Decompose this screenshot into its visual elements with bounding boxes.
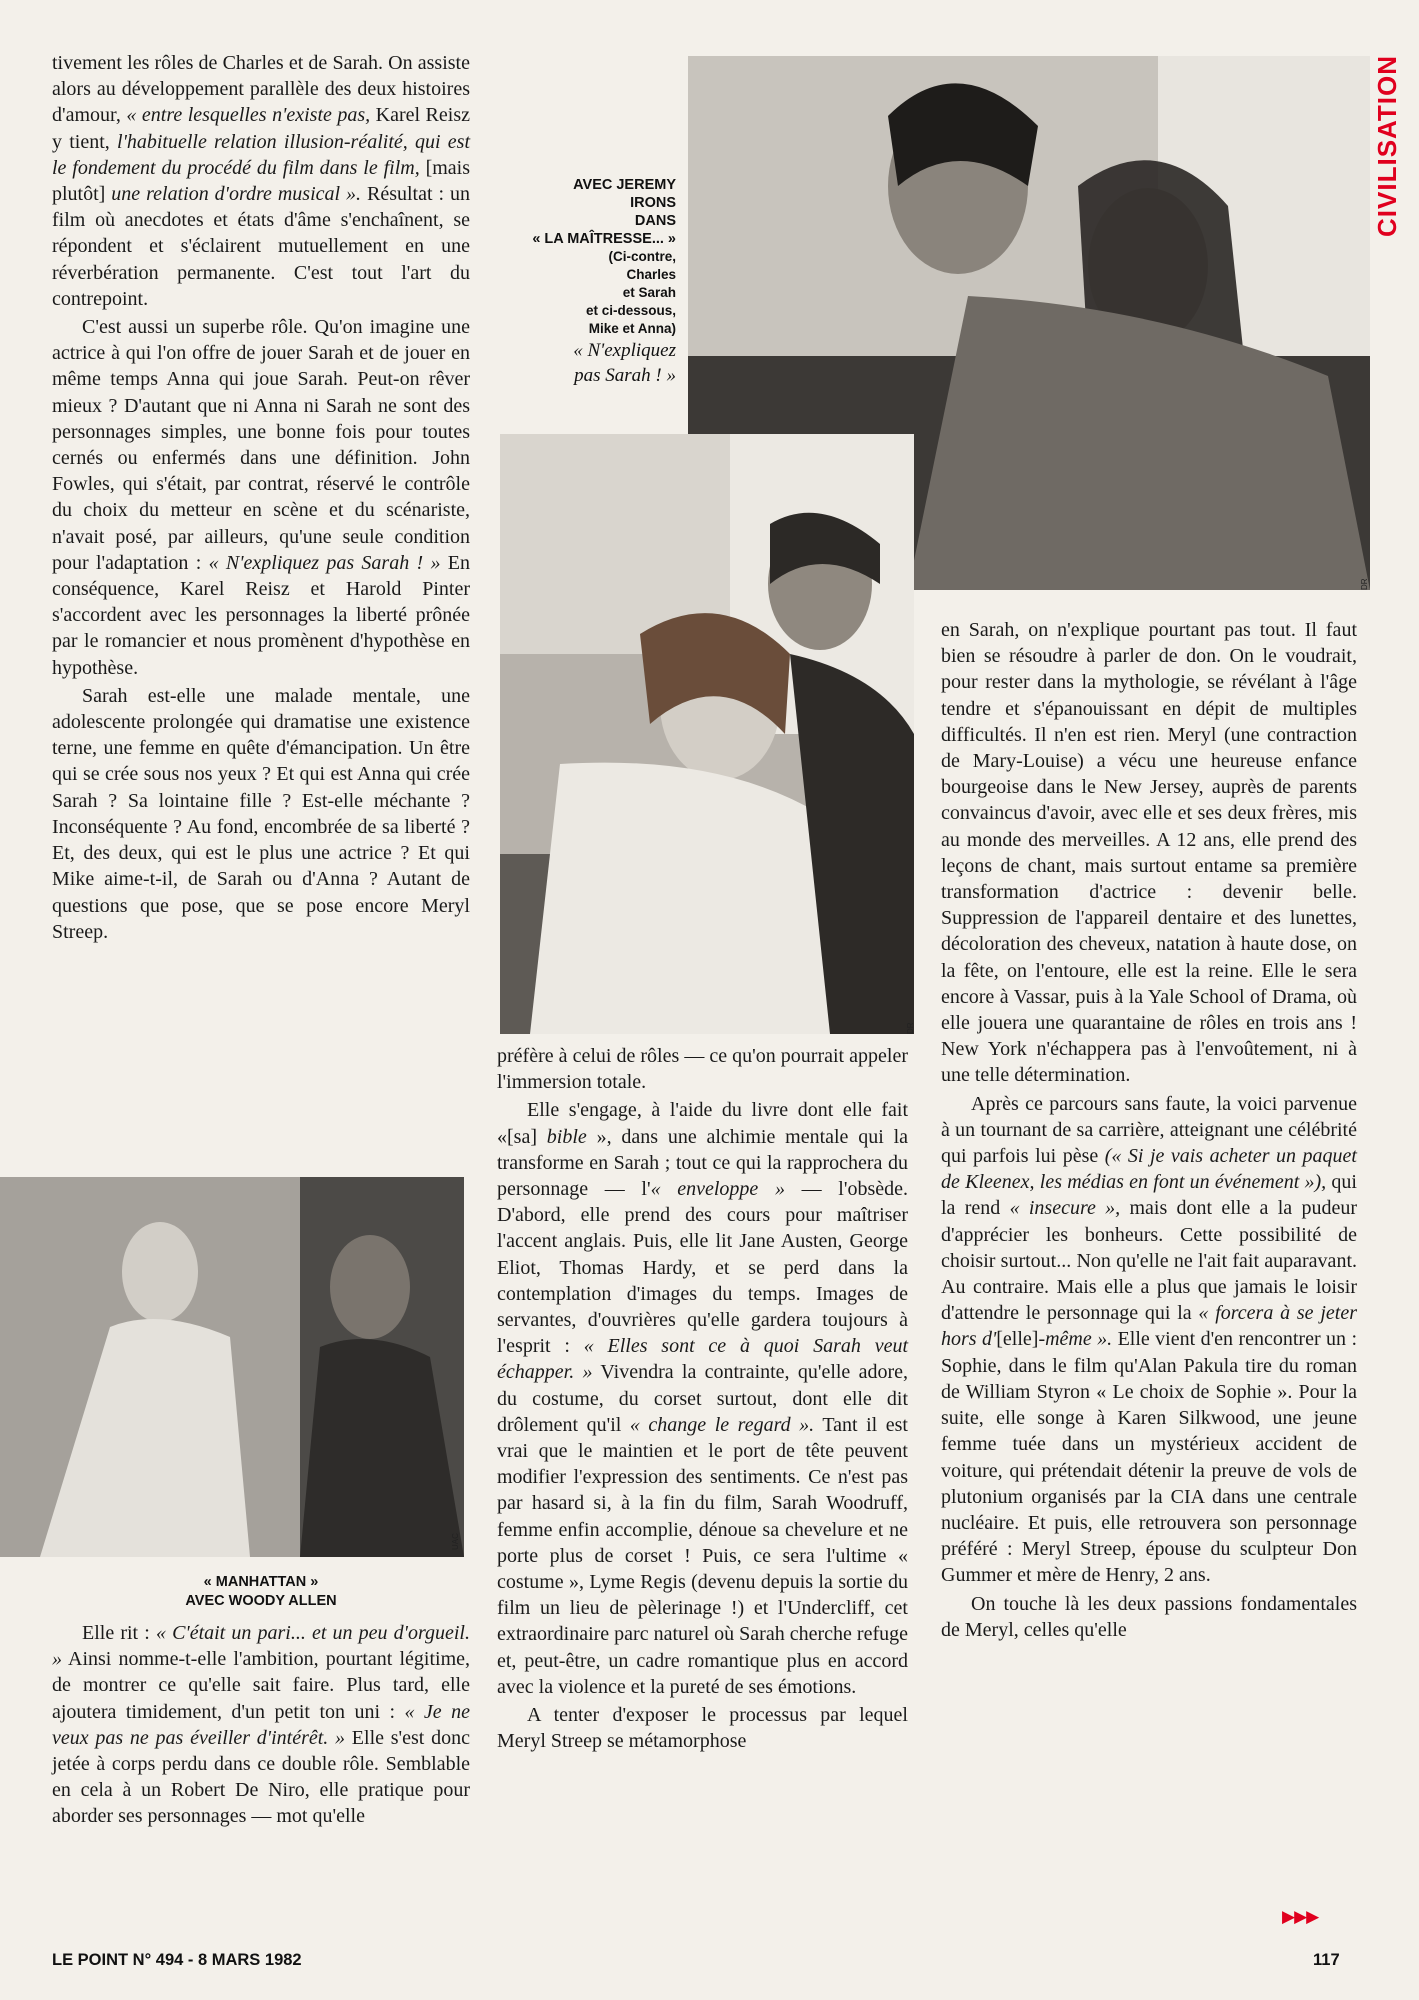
footer-page-number: 117 (1313, 1951, 1340, 1969)
caption-line-3: DANS (634, 213, 676, 229)
col1-paragraph-3: Sarah est-elle une malade mentale, une adolescente prolongée qui dramatise une existence terne, une femme en quête d'émancipation. Un être qui se crée sous nos yeux ? Et qui est Anna qui crée Sarah ? Sa lointaine fille ? Est-elle méchante ? Inconséquente ? Au fond, encombrée de sa liberté ? Et, des deux, qui est le plus une actrice ? Et qui Mike aime-t-il, de Sarah ou d'Anna ? Autant de questions que pose, que se pose encore Meryl Streep. (52, 684, 470, 943)
col3-paragraph-1: en Sarah, on n'explique pourtant pas tout. Il faut bien se résoudre à parler de don. On le voudrait, pour rester dans la mythologie, se révélant à l'âge tendre et s'épanouissant en dépit de multiples difficultés. Il n'en est rien. Meryl (une contraction de Mary-Louise) a vécu une heureuse enfance bourgeoise dans le New Jersey, auprès de parents convaincus d'avoir, avec elle et ses deux frères, mis au monde des merveilles. A 12 ans, elle prend des leçons de chant, mais surtout entame sa première transformation d'actrice : devenir belle. Suppression de l'appareil dentaire et des lunettes, décoloration des cheveux, natation à haute dose, on la fête, on l'entoure, elle est la reine. Elle le sera encore à Vassar, puis à la Yale School of Drama, où elle jouera une quarantaine de rôles en trois ans ! New York n'échappera pas à l'envoûtement, ni à une telle détermination. (941, 619, 1357, 1087)
caption-line-9: Mike et Anna) (588, 321, 676, 336)
col2-paragraph-1: préfère à celui de rôles — ce qu'on pourrait appeler l'immersion totale. (497, 1045, 908, 1094)
col2-paragraph-2: Elle s'engage, à l'aide du livre dont elle fait «[sa] bible », dans une alchimie mentale qui la transforme en Sarah ; tout ce qui la rapprochera du personnage — l'« enveloppe » — l'obsède. D'abord, elle prend des cours pour maîtriser l'accent anglais. Puis, elle lit Jane Austen, George Eliot, Thomas Hardy, et se perd dans la contemplation d'images du temps. Images de servantes, d'ouvrières qu'elle gardera toujours à l'esprit : « Elles sont ce à quoi Sarah veut échapper. » Vivendra la contrainte, qu'elle adore, du costume, du corset surtout, dont elle dit drôlement qu'il « change le regard ». Tant il est vrai que le maintien et le port de tête peuvent modifier l'expression des sentiments. Ce n'est pas par hasard si, à la fin du film, Sarah Woodruff, femme enfin accomplie, dénoue sa chevelure et ne porte plus de corset ! Puis, ce sera l'ultime « costume », Lyme Regis (devenu depuis la sortie du film un lieu de pèlerinage !) et l'Undercliff, cet extraordinaire parc naturel où Sarah cherche refuge et, peut-être, un cadre romantique plus en accord avec la violence et la pureté de ses émotions. (497, 1099, 909, 1698)
caption-la-maitresse (520, 176, 676, 388)
article-column-1-bottom (52, 1620, 470, 1830)
caption-line-7: et Sarah (622, 285, 676, 300)
col2-paragraph-3: A tenter d'exposer le processus par lequel Meryl Streep se métamorphose (497, 1704, 908, 1753)
article-column-3 (941, 617, 1357, 1643)
photo-manhattan (0, 1177, 464, 1557)
caption-manhattan-line-1: « MANHATTAN » (203, 1574, 319, 1590)
footer-publication: LE POINT N° 494 - 8 MARS 1982 (52, 1951, 302, 1969)
caption-line-4: « LA MAÎTRESSE... » (532, 231, 676, 247)
photo-credit-2: DR (906, 1022, 915, 1034)
photo-la-maitresse-mike-anna (500, 434, 914, 1034)
caption-quote-line-1: « N'expliquez (573, 340, 676, 361)
caption-line-1: AVEC JEREMY (573, 177, 676, 193)
continue-arrows-icon: ▶▶▶ (1282, 1907, 1319, 1927)
caption-line-8: et ci-dessous, (585, 303, 676, 318)
photo-credit-1: DR (1360, 578, 1369, 590)
caption-manhattan-line-2: AVEC WOODY ALLEN (185, 1593, 337, 1609)
caption-quote-line-2: pas Sarah ! » (574, 365, 676, 386)
col1-paragraph-2: C'est aussi un superbe rôle. Qu'on imagine une actrice à qui l'on offre de jouer Sarah et de jouer en même temps Anna qui joue Sarah. Peut-on rêver mieux ? D'autant que ni Anna ni Sarah ne sont des personnages simples, une bonne fois pour toutes cernés ou enfermés dans une définition. John Fowles, qui s'était, par contrat, réservé le contrôle du choix du metteur en scène et du scénariste, n'avait posé, par ailleurs, qu'une seule condition pour l'adaptation : « N'expliquez pas Sarah ! » En conséquence, Karel Reisz et Harold Pinter s'accordent avec les personnages la liberté prônée par le romancier et nous promènent d'hypothèse en hypothèse. (52, 316, 471, 679)
photo-manhattan-image (0, 1177, 464, 1557)
photo-credit-3: UAC (451, 1533, 460, 1550)
article-column-2 (497, 1043, 908, 1754)
caption-line-6: Charles (626, 267, 676, 282)
section-tag: CIVILISATION (1372, 55, 1402, 237)
caption-manhattan (52, 1573, 470, 1611)
article-column-1 (52, 50, 470, 945)
photo-mike-anna-image (500, 434, 914, 1034)
caption-line-2: IRONS (630, 195, 676, 211)
col1b-paragraph-1: Elle rit : « C'était un pari... et un peu d'orgueil. » Ainsi nomme-t-elle l'ambition, pourtant légitime, de montrer ce qu'elle sait faire. Plus tard, elle ajoutera timidement, d'un petit ton uni : « Je ne veux pas ne pas éveiller d'intérêt. » Elle s'est donc jetée à corps perdu dans ce double rôle. Semblable en cela à un Robert De Niro, elle pratique pour aborder ses personnages — mot qu'elle (52, 1622, 470, 1828)
col3-paragraph-3: On touche là les deux passions fondamentales de Meryl, celles qu'elle (941, 1592, 1357, 1641)
col1-paragraph-1: tivement les rôles de Charles et de Sarah. On assiste alors au développement parallèle des deux histoires d'amour, « entre lesquelles n'existe pas, Karel Reisz y tient, l'habituelle relation illusion-réalité, qui est le fondement du procédé du film dans le film, [mais plutôt] une relation d'ordre musical ». Résultat : un film où anecdotes et états d'âme s'enchaînent, se répondent et s'éclairent mutuellement en une réverbération permanente. C'est tout l'art du contrepoint. (52, 52, 471, 310)
caption-line-5: (Ci-contre, (608, 249, 676, 264)
col3-paragraph-2: Après ce parcours sans faute, la voici parvenue à un tournant de sa carrière, atteignant une célébrité qui parfois lui pèse (« Si je vais acheter un paquet de Kleenex, les médias en font un événement »), qui la rend « insecure », mais dont elle a la pudeur d'apprécier les bonheurs. Cette possibilité de choisir surtout... Non qu'elle ne l'ait fait auparavant. Au contraire. Mais elle a plus que jamais le loisir d'attendre le personnage qui la « forcera à se jeter hors d'[elle]-même ». Elle vient d'en rencontrer un : Sophie, dans le film qu'Alan Pakula tire du roman de William Styron « Le choix de Sophie ». Pour la suite, elle songe à Karen Silkwood, une jeune femme tuée dans un mystérieux accident de voiture, qui prétendait détenir la preuve de vols de plutonium organisés par la CIA dans une centrale nucléaire. Et puis, elle retrouvera son personnage préféré : Meryl Streep, épouse du sculpteur Don Gummer et mère de Henry, 2 ans. (941, 1092, 1357, 1587)
